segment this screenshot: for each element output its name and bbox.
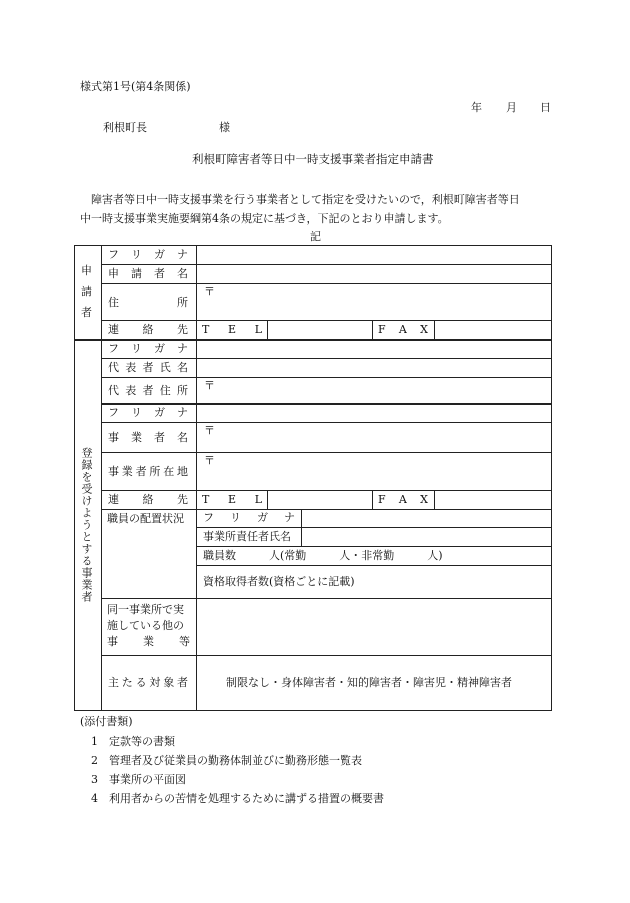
- business-contact-label: 連 絡 先: [108, 493, 188, 506]
- applicant-tel-label: T E L: [202, 323, 262, 336]
- form-number: 様式第1号(第4条関係): [80, 80, 191, 93]
- table-border-right: [551, 245, 552, 711]
- row-line: [101, 377, 552, 378]
- applicant-side-1: 申: [81, 264, 92, 277]
- attachment-num-3: 3: [91, 773, 98, 786]
- row-line: [74, 245, 552, 246]
- other-business-line-1: 同一事業所で実: [107, 603, 184, 616]
- date-day: 日: [540, 101, 551, 114]
- attachment-item-2: 管理者及び従業員の勤務体制並びに勤務形態一覧表: [109, 754, 362, 767]
- business-side-label: 登録を受けようとする事業者: [80, 447, 93, 603]
- applicant-postal-mark: 〒: [204, 285, 215, 298]
- business-location-postal-mark: 〒: [204, 454, 215, 467]
- business-furigana-label-2: フ リ ガ ナ: [108, 406, 188, 419]
- fax-divider-d: [434, 490, 435, 509]
- applicant-contact-label: 連 絡 先: [108, 323, 188, 336]
- fax-divider-c: [372, 490, 373, 509]
- row-line: [101, 509, 552, 510]
- row-line-double: [101, 403, 552, 405]
- intro-line-1: 障害者等日中一時支援事業を行う事業者として指定を受けたいので，利根町障害者等日: [91, 193, 520, 206]
- attachment-num-2: 2: [91, 754, 98, 767]
- applicant-address-label: 住 所: [108, 296, 188, 309]
- section-divider: [74, 339, 552, 341]
- row-line: [101, 320, 552, 321]
- row-line: [101, 283, 552, 284]
- business-fax-label: F A X: [378, 493, 428, 506]
- applicant-side-3: 者: [81, 306, 92, 319]
- other-business-line-2: 施している他の: [107, 619, 184, 632]
- fax-divider-b: [434, 320, 435, 339]
- table-border-bottom: [74, 710, 552, 711]
- business-name-postal-mark: 〒: [204, 424, 215, 437]
- attachment-item-4: 利用者からの苦情を処理するために講ずる措置の概要書: [109, 792, 384, 805]
- staffing-divider: [196, 509, 197, 598]
- business-name-label: 事 業 者 名: [108, 431, 188, 444]
- row-line: [196, 527, 552, 528]
- table-border-left: [74, 245, 75, 711]
- applicant-side-2: 請: [81, 285, 92, 298]
- attachment-num-4: 4: [91, 792, 98, 805]
- manager-name-label: 事業所責任者氏名: [203, 530, 291, 543]
- date-year: 年: [471, 101, 482, 114]
- business-location-label: 事 業 者 所 在 地: [108, 465, 188, 478]
- attachment-num-1: 1: [91, 735, 98, 748]
- row-line: [101, 422, 552, 423]
- col-divider-1: [101, 245, 102, 711]
- target-value: 制限なし・身体障害者・知的障害者・障害児・精神障害者: [226, 676, 512, 689]
- date-month: 月: [506, 101, 517, 114]
- addressee: 利根町長: [103, 121, 147, 134]
- row-line: [196, 546, 552, 547]
- business-furigana-label-1: フ リ ガ ナ: [108, 342, 188, 355]
- row-line: [101, 490, 552, 491]
- staffing-label: 職員の配置状況: [107, 512, 184, 525]
- rep-name-label: 代 表 者 氏 名: [108, 361, 188, 374]
- row-line: [101, 264, 552, 265]
- applicant-fax-label: F A X: [378, 323, 428, 336]
- tel-divider-c: [267, 490, 268, 509]
- row-line: [196, 565, 552, 566]
- ki-label: 記: [310, 230, 321, 243]
- attachments-heading: (添付書類): [80, 715, 133, 728]
- row-line: [101, 452, 552, 453]
- applicant-furigana-label: フ リ ガ ナ: [108, 248, 188, 261]
- row-line: [101, 358, 552, 359]
- applicant-name-label: 申 請 者 名: [108, 267, 188, 280]
- other-business-line-3: 事 業 等: [107, 635, 190, 648]
- row-line: [101, 598, 552, 599]
- rep-postal-mark: 〒: [204, 379, 215, 392]
- staff-furigana-label: フ リ ガ ナ: [203, 511, 295, 524]
- target-label: 主 た る 対 象 者: [108, 676, 188, 689]
- honorific: 様: [219, 121, 230, 134]
- business-tel-label: T E L: [202, 493, 262, 506]
- tel-divider-a: [267, 320, 268, 339]
- page-title: 利根町障害者等日中一時支援事業者指定申請書: [192, 152, 434, 166]
- intro-line-2: 中一時支援事業実施要綱第4条の規定に基づき，下記のとおり申請します。: [80, 212, 449, 225]
- qualified-label: 資格取得者数(資格ごとに記載): [203, 575, 355, 588]
- fax-divider-a: [372, 320, 373, 339]
- attachment-item-3: 事業所の平面図: [109, 773, 186, 786]
- attachment-item-1: 定款等の書類: [109, 735, 175, 748]
- rep-address-label: 代 表 者 住 所: [108, 384, 188, 397]
- staff-count-label: 職員数 人(常勤 人・非常勤 人): [203, 549, 443, 562]
- row-line: [101, 655, 552, 656]
